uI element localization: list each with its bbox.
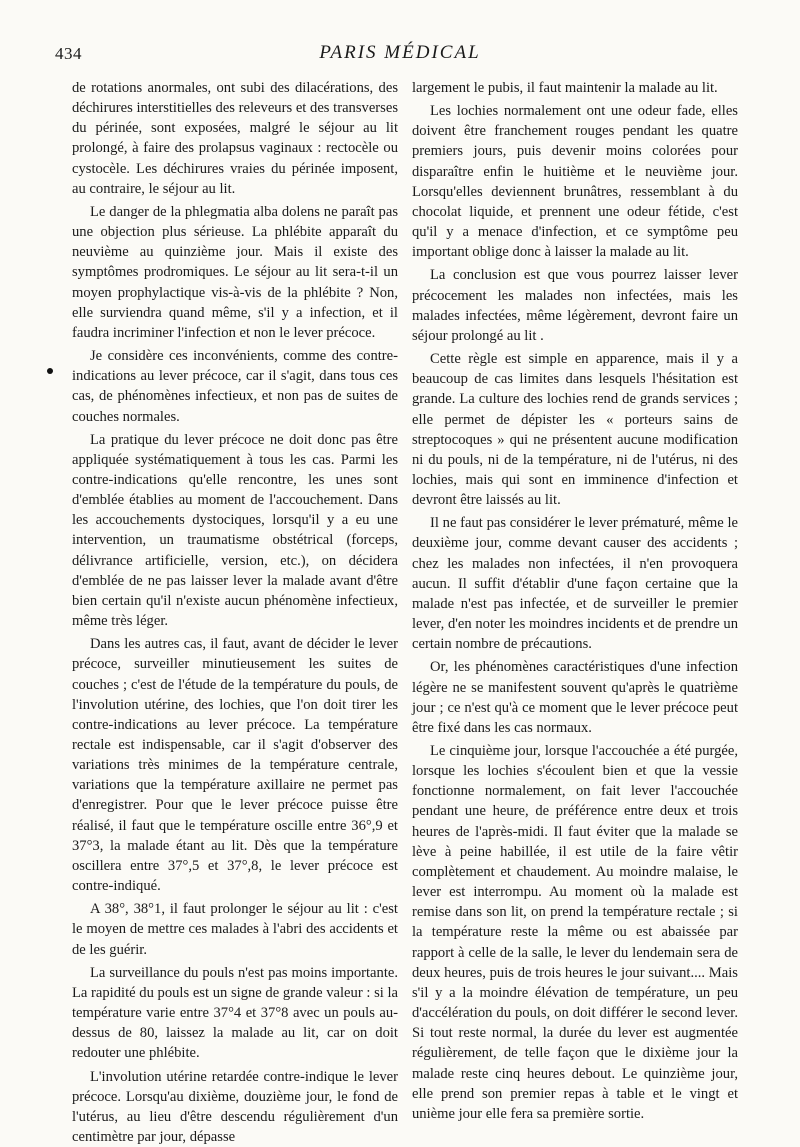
paragraph: de rotations anormales, ont subi des dilacérations, des déchirures interstitielles des releveurs et des transverses du périnée, sont exposées, malgré le séjour au lit prolongé, à faire des prolapsus vaginaux : rectocèle ou cystocèle. Les déchirures vraies du périnée imposent, au contraire, le séjour au lit. [72, 78, 398, 199]
paragraph: Le danger de la phlegmatia alba dolens ne paraît pas une objection plus sérieuse. La phlébite apparaît du neuvième au quinzième jour. Mais il existe des symptômes prodromiques. Le séjour au lit sera-t-il un moyen prophylactique vis-à-vis de la phlébite ? Non, elle surviendra quand même, s'il y a infection, et il faudra incriminer l'infection et non le lever précoce. [72, 202, 398, 343]
paragraph: La conclusion est que vous pourrez laisser lever précocement les malades non infectées, mais les malades infectées, même légèrement, devront faire un séjour prolongé au lit . [412, 265, 738, 346]
running-title: PARIS MÉDICAL [0, 42, 800, 64]
paragraph: A 38°, 38°1, il faut prolonger le séjour au lit : c'est le moyen de mettre ces malades à l'abri des accidents et de les guérir. [72, 899, 398, 959]
margin-dot [47, 368, 53, 374]
paragraph: Il ne faut pas considérer le lever prématuré, même le deuxième jour, comme devant causer des accidents ; chez les malades non infectées, il n'en provoquera aucun. Il suffit d'établir d'une façon certaine que la malade n'est pas infectée, et de surveiller le premier lever, d'en noter les moindres incidents et de prendre un certain nombre de précautions. [412, 513, 738, 654]
paragraph: La surveillance du pouls n'est pas moins importante. La rapidité du pouls est un signe de grande valeur : si la température varie entre 37°4 et 37°8 avec un pouls au-dessus de 80, laissez la malade au lit, car on doit redouter une phlébite. [72, 963, 398, 1064]
left-column [72, 78, 398, 1147]
paragraph: Le cinquième jour, lorsque l'accouchée a été purgée, lorsque les lochies s'écoulent bien et que la vessie fonctionne normalement, on fait lever l'accouchée pendant une heure, de préférence entre deux et trois heures de l'après-midi. Il faut éviter que la malade se lève à peine habillée, il est utile de la faire vêtir complètement et chaudement. Au moindre malaise, le lever est interrompu. Au moment où la malade est remise dans son lit, on prend la température rectale ; si la température reste la même ou est abaissée par rapport à celle de la salle, le lever du lendemain sera de deux heures, puis de trois heures le jour suivant.... Mais s'il y a la moindre élévation de température, un peu d'accélération du pouls, on doit différer le second lever. Si tout reste normal, la durée du lever est augmentée régulièrement, de telle façon que le dixième jour la malade reste cinq heures debout. Le quinzième jour, elle prend son premier repas à table et le vingt et unième jour elle fera sa première sortie. [412, 741, 738, 1124]
page-number: 434 [55, 44, 82, 64]
paragraph: Dans les autres cas, il faut, avant de décider le lever précoce, surveiller minutieusement les suites de couches ; c'est de l'étude de la température du pouls, de l'involution utérine, des lochies, que l'on doit tirer les contre-indications au lever précoce. La température rectale est indispensable, car il s'agit d'observer des variations très minimes de la température centrale, variations que la température axillaire ne permet pas d'enregistrer. Pour que le lever précoce puisse être réalisé, il faut que le température oscille entre 36°,9 et 37°3, la malade étant au lit. Dès que la température oscillera entre 37°,5 et 37°,8, le lever précoce est contre-indiqué. [72, 634, 398, 896]
paragraph: largement le pubis, il faut maintenir la malade au lit. [412, 78, 738, 98]
paragraph: L'involution utérine retardée contre-indique le lever précoce. Lorsqu'au dixième, douzième jour, le fond de l'utérus, au lieu d'être descendu régulièrement d'un centimètre par jour, dépasse [72, 1067, 398, 1147]
right-column [412, 78, 738, 1124]
paragraph: Cette règle est simple en apparence, mais il y a beaucoup de cas limites dans lesquels l'hésitation est grande. La culture des lochies rend de grands services ; elle permet de dépister les « porteurs sains de streptocoques » qui ne présentent aucune modification ni du pouls, ni de la température, ni de l'utérus, ni des lochies, mais qui sont en imminence d'infection et devront être laissés au lit. [412, 349, 738, 510]
paragraph: Les lochies normalement ont une odeur fade, elles doivent être franchement rouges pendant les quatre premiers jours, puis devenir moins colorées pour disparaître enfin le huitième et le neuvième jour. Lorsqu'elles deviennent brunâtres, ressemblant à du chocolat liquide, et prennent une odeur fétide, c'est qu'il y a menace d'infection, et ce symptôme peu important oblige donc à laisser la malade au lit. [412, 101, 738, 262]
paragraph: La pratique du lever précoce ne doit donc pas être appliquée systématiquement à tous les cas. Parmi les contre-indications qu'elle rencontre, les unes sont d'emblée établies au moment de l'accouchement. Dans les accouchements dystociques, lorsqu'il y a eu une intervention, un traumatisme obstétrical (forceps, délivrance artificielle, version, etc.), on décidera d'emblée de ne pas laisser lever la malade avant d'être bien certain qu'il n'existe aucun phénomène infectieux, même très léger. [72, 430, 398, 632]
paragraph: Or, les phénomènes caractéristiques d'une infection légère ne se manifestent souvent qu'après le quatrième jour ; ce n'est qu'à ce moment que le lever précoce peut être fixé dans les cas normaux. [412, 657, 738, 738]
paragraph: Je considère ces inconvénients, comme des contre-indications au lever précoce, car il s'agit, dans tous ces cas, de phénomènes infectieux, et non pas de suites de couches normales. [72, 346, 398, 427]
